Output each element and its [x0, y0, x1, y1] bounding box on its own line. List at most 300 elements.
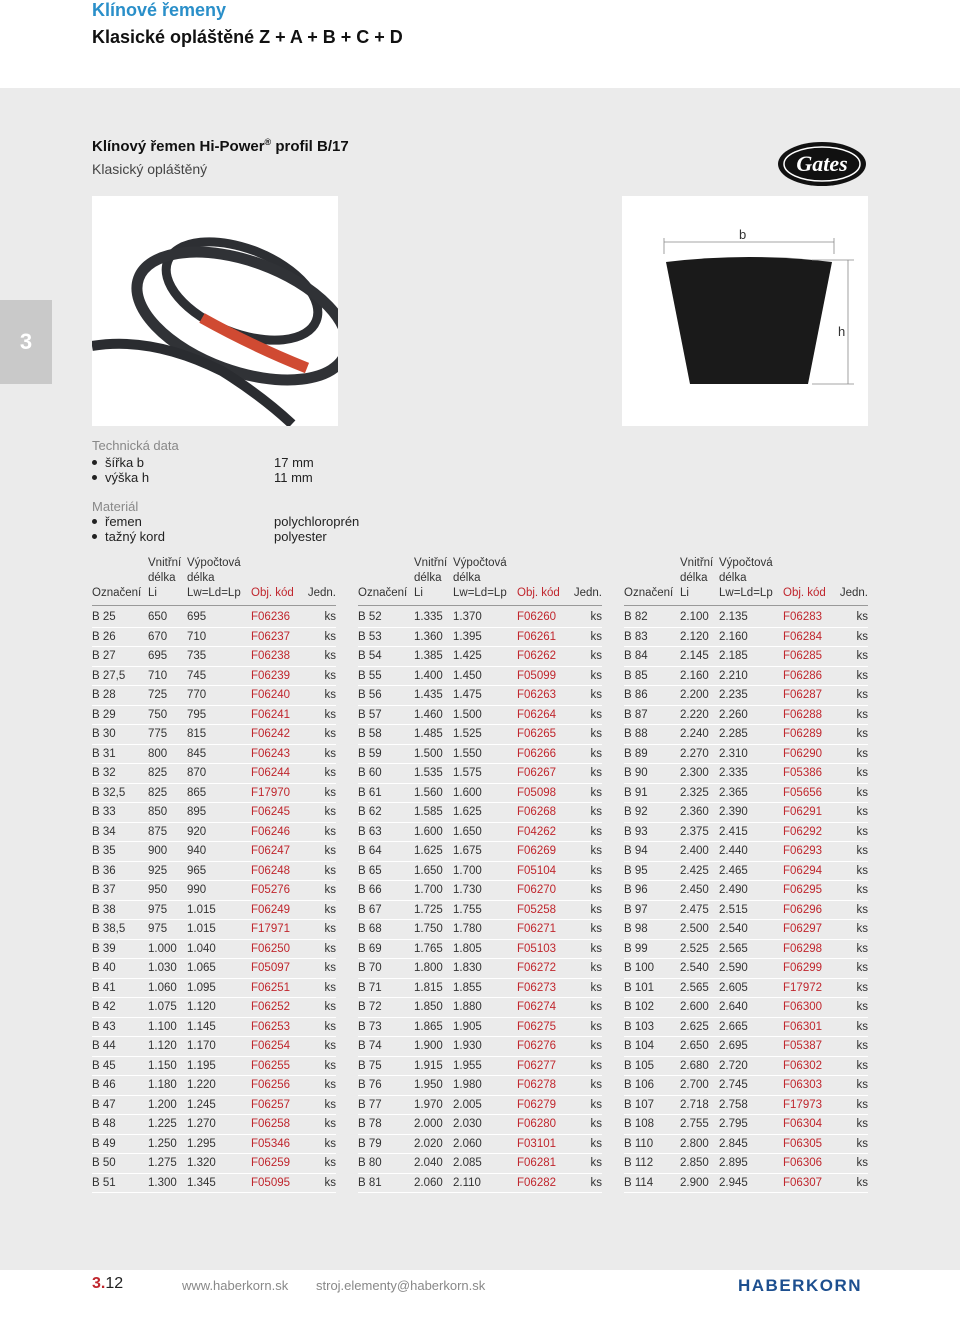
cell-lw: 2.665 [719, 1017, 783, 1037]
cell-lw: 845 [187, 744, 251, 764]
cell-jedn: ks [838, 764, 868, 784]
cell-li: 1.700 [414, 881, 453, 901]
table-row [624, 1154, 868, 1174]
th-lw: Výpočtová délka Lw=Ld=Lp [453, 556, 517, 606]
cell-oznaceni: B 92 [624, 803, 680, 823]
cell-oznaceni: B 39 [92, 939, 148, 959]
cell-li: 825 [148, 764, 187, 784]
table-row [624, 744, 868, 764]
cell-oznaceni: B 75 [358, 1056, 414, 1076]
cell-oznaceni: B 80 [358, 1154, 414, 1174]
cell-lw: 2.440 [719, 842, 783, 862]
cell-lw: 1.475 [453, 686, 517, 706]
cell-oznaceni: B 31 [92, 744, 148, 764]
table-row [92, 822, 336, 842]
cell-jedn: ks [306, 744, 336, 764]
cell-kod: F04262 [517, 822, 572, 842]
cell-li: 1.900 [414, 1037, 453, 1057]
table-row [92, 705, 336, 725]
cell-oznaceni: B 91 [624, 783, 680, 803]
cell-lw: 1.320 [187, 1154, 251, 1174]
cell-jedn: ks [572, 920, 602, 940]
cell-lw: 1.395 [453, 627, 517, 647]
cell-jedn: ks [838, 1115, 868, 1135]
th-kod: Obj. kód [517, 556, 572, 606]
cell-kod: F06299 [783, 959, 838, 979]
cell-kod: F17972 [783, 978, 838, 998]
cell-li: 1.950 [414, 1076, 453, 1096]
table-row [92, 1017, 336, 1037]
cell-kod: F06241 [251, 705, 306, 725]
cell-li: 2.060 [414, 1173, 453, 1193]
cell-oznaceni: B 69 [358, 939, 414, 959]
cell-kod: F05097 [251, 959, 306, 979]
th-jedn: Jedn. [572, 556, 602, 606]
cell-oznaceni: B 30 [92, 725, 148, 745]
page-number: 3.12 [92, 1275, 124, 1292]
cell-oznaceni: B 107 [624, 1095, 680, 1115]
cell-li: 710 [148, 666, 187, 686]
cell-kod: F06259 [251, 1154, 306, 1174]
cell-oznaceni: B 38,5 [92, 920, 148, 940]
cell-lw: 1.550 [453, 744, 517, 764]
cell-kod: F06242 [251, 725, 306, 745]
cell-kod: F06275 [517, 1017, 572, 1037]
table-row [92, 920, 336, 940]
cell-lw: 1.930 [453, 1037, 517, 1057]
cell-lw: 1.345 [187, 1173, 251, 1193]
cell-lw: 2.365 [719, 783, 783, 803]
cell-li: 775 [148, 725, 187, 745]
cell-li: 2.220 [680, 705, 719, 725]
cell-kod: F06296 [783, 900, 838, 920]
cell-li: 1.535 [414, 764, 453, 784]
cell-oznaceni: B 57 [358, 705, 414, 725]
cell-li: 2.525 [680, 939, 719, 959]
cell-li: 2.270 [680, 744, 719, 764]
cell-oznaceni: B 46 [92, 1076, 148, 1096]
cell-kod: F05104 [517, 861, 572, 881]
cell-kod: F05346 [251, 1134, 306, 1154]
cell-jedn: ks [572, 1154, 602, 1174]
cell-oznaceni: B 54 [358, 647, 414, 667]
cell-li: 2.565 [680, 978, 719, 998]
table-row [624, 978, 868, 998]
cell-oznaceni: B 60 [358, 764, 414, 784]
cell-jedn: ks [572, 822, 602, 842]
cell-lw: 2.415 [719, 822, 783, 842]
table-row [92, 1037, 336, 1057]
tech-label-width: šířka b [92, 455, 144, 470]
cell-lw: 2.110 [453, 1173, 517, 1193]
table-row [92, 606, 336, 628]
cell-lw: 735 [187, 647, 251, 667]
table-row [358, 1037, 602, 1057]
table-row [358, 900, 602, 920]
cell-oznaceni: B 63 [358, 822, 414, 842]
cell-oznaceni: B 104 [624, 1037, 680, 1057]
cell-li: 875 [148, 822, 187, 842]
cell-kod: F03101 [517, 1134, 572, 1154]
cell-lw: 745 [187, 666, 251, 686]
gates-logo [776, 139, 868, 189]
cell-lw: 695 [187, 606, 251, 628]
table-row [358, 998, 602, 1018]
cell-li: 950 [148, 881, 187, 901]
cell-kod: F06251 [251, 978, 306, 998]
cell-lw: 1.955 [453, 1056, 517, 1076]
cell-kod: F06280 [517, 1115, 572, 1135]
cell-oznaceni: B 33 [92, 803, 148, 823]
table-row [358, 666, 602, 686]
table-row [358, 861, 602, 881]
th-oznaceni: Označení [624, 556, 680, 606]
cell-lw: 1.980 [453, 1076, 517, 1096]
cell-li: 2.540 [680, 959, 719, 979]
cell-kod: F06294 [783, 861, 838, 881]
table-row [358, 764, 602, 784]
cell-lw: 1.755 [453, 900, 517, 920]
cell-li: 1.030 [148, 959, 187, 979]
cell-kod: F17970 [251, 783, 306, 803]
cell-jedn: ks [838, 900, 868, 920]
cell-kod: F17973 [783, 1095, 838, 1115]
table-row [624, 822, 868, 842]
cell-jedn: ks [838, 1095, 868, 1115]
cell-li: 2.650 [680, 1037, 719, 1057]
cell-kod: F05258 [517, 900, 572, 920]
cell-jedn: ks [838, 1173, 868, 1193]
cell-lw: 870 [187, 764, 251, 784]
cell-kod: F06273 [517, 978, 572, 998]
cell-li: 1.225 [148, 1115, 187, 1135]
cell-jedn: ks [838, 998, 868, 1018]
cell-jedn: ks [572, 842, 602, 862]
table-row [624, 1017, 868, 1037]
tech-value-height: 11 mm [274, 470, 313, 485]
table-row [92, 842, 336, 862]
chapter-tab: 3 [0, 300, 52, 384]
cell-li: 650 [148, 606, 187, 628]
cell-lw: 1.600 [453, 783, 517, 803]
cell-oznaceni: B 42 [92, 998, 148, 1018]
cell-li: 1.060 [148, 978, 187, 998]
cell-kod: F05656 [783, 783, 838, 803]
cell-jedn: ks [306, 783, 336, 803]
th-kod: Obj. kód [251, 556, 306, 606]
cell-oznaceni: B 32 [92, 764, 148, 784]
cell-jedn: ks [838, 783, 868, 803]
cell-lw: 2.135 [719, 606, 783, 628]
cell-oznaceni: B 48 [92, 1115, 148, 1135]
cell-jedn: ks [572, 686, 602, 706]
table-row [92, 1173, 336, 1193]
cell-lw: 865 [187, 783, 251, 803]
cell-oznaceni: B 105 [624, 1056, 680, 1076]
cell-li: 1.180 [148, 1076, 187, 1096]
cell-lw: 1.145 [187, 1017, 251, 1037]
cell-lw: 2.465 [719, 861, 783, 881]
cell-lw: 2.260 [719, 705, 783, 725]
cell-oznaceni: B 29 [92, 705, 148, 725]
category-title: Klínové řemeny [92, 0, 227, 20]
cell-lw: 1.575 [453, 764, 517, 784]
th-li: Vnitřní délka Li [148, 556, 187, 606]
cell-jedn: ks [838, 861, 868, 881]
cell-kod: F05386 [783, 764, 838, 784]
cell-lw: 2.185 [719, 647, 783, 667]
cell-lw: 1.295 [187, 1134, 251, 1154]
table-row [624, 666, 868, 686]
cell-oznaceni: B 36 [92, 861, 148, 881]
cell-oznaceni: B 78 [358, 1115, 414, 1135]
cell-lw: 1.220 [187, 1076, 251, 1096]
cell-jedn: ks [838, 686, 868, 706]
cell-jedn: ks [838, 920, 868, 940]
table-row [624, 647, 868, 667]
table-row [358, 1017, 602, 1037]
cell-li: 1.500 [414, 744, 453, 764]
cell-jedn: ks [838, 978, 868, 998]
cell-oznaceni: B 51 [92, 1173, 148, 1193]
table-row [624, 998, 868, 1018]
cell-oznaceni: B 28 [92, 686, 148, 706]
cell-jedn: ks [838, 881, 868, 901]
cell-jedn: ks [306, 1037, 336, 1057]
cell-li: 1.275 [148, 1154, 187, 1174]
cell-oznaceni: B 72 [358, 998, 414, 1018]
cell-oznaceni: B 52 [358, 606, 414, 628]
cell-li: 975 [148, 920, 187, 940]
cell-li: 1.800 [414, 959, 453, 979]
th-jedn: Jedn. [306, 556, 336, 606]
cell-kod: F06287 [783, 686, 838, 706]
table-row [358, 783, 602, 803]
cell-kod: F06290 [783, 744, 838, 764]
cell-jedn: ks [306, 978, 336, 998]
table-row [358, 744, 602, 764]
cell-li: 2.020 [414, 1134, 453, 1154]
cell-jedn: ks [572, 606, 602, 628]
cell-li: 2.425 [680, 861, 719, 881]
cell-jedn: ks [306, 686, 336, 706]
th-li: Vnitřní délka Li [414, 556, 453, 606]
cell-kod: F06276 [517, 1037, 572, 1057]
cell-lw: 2.490 [719, 881, 783, 901]
belt-table-1 [92, 556, 336, 1193]
cell-lw: 2.060 [453, 1134, 517, 1154]
cell-kod: F06302 [783, 1056, 838, 1076]
table-row [358, 920, 602, 940]
table-row [92, 686, 336, 706]
tech-label-height: výška h [92, 470, 149, 485]
cell-li: 900 [148, 842, 187, 862]
cell-kod: F06268 [517, 803, 572, 823]
belt-illustration [92, 196, 338, 426]
belt-cross-section [666, 257, 832, 384]
cell-li: 1.360 [414, 627, 453, 647]
cell-jedn: ks [838, 1134, 868, 1154]
email-link[interactable]: stroj.elementy@haberkorn.sk [316, 1278, 486, 1293]
cell-jedn: ks [306, 881, 336, 901]
product-subtitle: Klasický opláštěný [92, 161, 208, 177]
cell-oznaceni: B 112 [624, 1154, 680, 1174]
profile-diagram [622, 196, 868, 426]
cell-kod: F06305 [783, 1134, 838, 1154]
cell-lw: 2.720 [719, 1056, 783, 1076]
cell-li: 2.040 [414, 1154, 453, 1174]
cell-lw: 2.695 [719, 1037, 783, 1057]
table-row [92, 627, 336, 647]
cell-oznaceni: B 86 [624, 686, 680, 706]
cell-oznaceni: B 37 [92, 881, 148, 901]
cell-jedn: ks [838, 822, 868, 842]
cell-kod: F06306 [783, 1154, 838, 1174]
table-row [624, 1115, 868, 1135]
cell-kod: F05099 [517, 666, 572, 686]
cell-lw: 2.030 [453, 1115, 517, 1135]
cell-oznaceni: B 94 [624, 842, 680, 862]
website-link[interactable]: www.haberkorn.sk [182, 1278, 289, 1293]
table-row [92, 666, 336, 686]
cell-kod: F05098 [517, 783, 572, 803]
cell-kod: F06253 [251, 1017, 306, 1037]
cell-jedn: ks [306, 1017, 336, 1037]
table-row [92, 978, 336, 998]
th-lw: Výpočtová délka Lw=Ld=Lp [187, 556, 251, 606]
table-row [92, 783, 336, 803]
label-h: h [838, 324, 846, 339]
th-oznaceni: Označení [358, 556, 414, 606]
tech-value-width: 17 mm [274, 455, 314, 470]
cell-lw: 2.160 [719, 627, 783, 647]
cell-lw: 2.605 [719, 978, 783, 998]
cell-oznaceni: B 74 [358, 1037, 414, 1057]
cell-jedn: ks [838, 666, 868, 686]
cell-jedn: ks [572, 1037, 602, 1057]
cell-kod: F06300 [783, 998, 838, 1018]
cell-jedn: ks [572, 666, 602, 686]
cell-oznaceni: B 56 [358, 686, 414, 706]
cell-kod: F17971 [251, 920, 306, 940]
cell-li: 725 [148, 686, 187, 706]
cell-kod: F06298 [783, 939, 838, 959]
cell-lw: 2.210 [719, 666, 783, 686]
cell-lw: 2.565 [719, 939, 783, 959]
cell-li: 1.000 [148, 939, 187, 959]
cell-li: 2.680 [680, 1056, 719, 1076]
cell-jedn: ks [572, 783, 602, 803]
label-b: b [739, 227, 747, 242]
table-row [624, 939, 868, 959]
cell-lw: 1.625 [453, 803, 517, 823]
cell-lw: 1.805 [453, 939, 517, 959]
cell-kod: F06285 [783, 647, 838, 667]
cell-oznaceni: B 98 [624, 920, 680, 940]
cell-li: 1.560 [414, 783, 453, 803]
cell-oznaceni: B 110 [624, 1134, 680, 1154]
product-title: Klínový řemen Hi-Power® profil B/17 [92, 137, 349, 155]
table-row [92, 1134, 336, 1154]
cell-lw: 815 [187, 725, 251, 745]
cell-lw: 1.730 [453, 881, 517, 901]
cell-kod: F06238 [251, 647, 306, 667]
cell-lw: 2.005 [453, 1095, 517, 1115]
table-row [624, 783, 868, 803]
table-row [358, 842, 602, 862]
cell-li: 2.200 [680, 686, 719, 706]
cell-oznaceni: B 64 [358, 842, 414, 862]
cell-jedn: ks [306, 842, 336, 862]
cell-kod: F06282 [517, 1173, 572, 1193]
cell-li: 1.725 [414, 900, 453, 920]
cell-oznaceni: B 50 [92, 1154, 148, 1174]
cell-jedn: ks [572, 647, 602, 667]
cell-li: 1.650 [414, 861, 453, 881]
cell-lw: 1.170 [187, 1037, 251, 1057]
cell-oznaceni: B 67 [358, 900, 414, 920]
cell-jedn: ks [306, 939, 336, 959]
table-row [624, 1076, 868, 1096]
cell-oznaceni: B 32,5 [92, 783, 148, 803]
cell-lw: 795 [187, 705, 251, 725]
cell-lw: 1.270 [187, 1115, 251, 1135]
table-row [92, 744, 336, 764]
cell-oznaceni: B 43 [92, 1017, 148, 1037]
table-row [624, 725, 868, 745]
belt-table-2 [358, 556, 602, 1193]
table-row [358, 1134, 602, 1154]
cell-jedn: ks [572, 705, 602, 725]
cell-li: 1.765 [414, 939, 453, 959]
cell-oznaceni: B 93 [624, 822, 680, 842]
table-row [624, 1173, 868, 1193]
cell-kod: F06291 [783, 803, 838, 823]
cell-jedn: ks [838, 627, 868, 647]
material-value-belt: polychloroprén [274, 514, 360, 529]
cell-oznaceni: B 55 [358, 666, 414, 686]
table-row [624, 764, 868, 784]
cell-oznaceni: B 101 [624, 978, 680, 998]
cell-jedn: ks [306, 998, 336, 1018]
cell-kod: F06289 [783, 725, 838, 745]
cell-lw: 2.515 [719, 900, 783, 920]
cell-lw: 2.590 [719, 959, 783, 979]
table-row [624, 881, 868, 901]
cell-li: 1.600 [414, 822, 453, 842]
cell-jedn: ks [838, 939, 868, 959]
table-row [624, 920, 868, 940]
cell-kod: F06292 [783, 822, 838, 842]
cell-kod: F06255 [251, 1056, 306, 1076]
cell-lw: 2.085 [453, 1154, 517, 1174]
cell-jedn: ks [306, 920, 336, 940]
cell-lw: 1.830 [453, 959, 517, 979]
table-row [92, 647, 336, 667]
cell-jedn: ks [306, 1154, 336, 1174]
cell-kod: F06283 [783, 606, 838, 628]
cell-oznaceni: B 44 [92, 1037, 148, 1057]
cell-li: 1.865 [414, 1017, 453, 1037]
cell-oznaceni: B 62 [358, 803, 414, 823]
cell-oznaceni: B 68 [358, 920, 414, 940]
cell-kod: F06272 [517, 959, 572, 979]
table-row [624, 627, 868, 647]
cell-kod: F06249 [251, 900, 306, 920]
cell-oznaceni: B 34 [92, 822, 148, 842]
cell-li: 2.850 [680, 1154, 719, 1174]
cell-jedn: ks [572, 998, 602, 1018]
